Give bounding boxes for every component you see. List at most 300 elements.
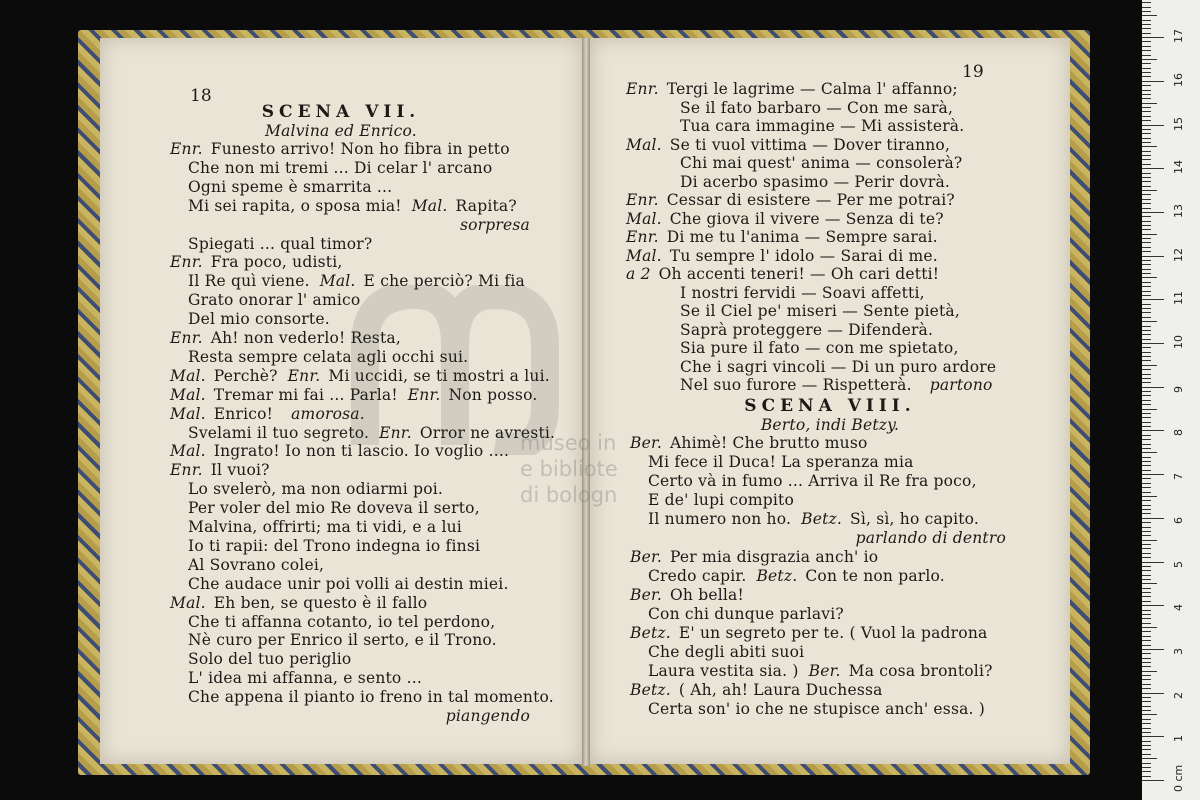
text-line <box>648 662 993 680</box>
ruler-tick <box>1142 422 1151 423</box>
verse-text: Che appena il pianto io freno in tal momento. <box>188 688 554 707</box>
ruler-tick <box>1142 448 1151 449</box>
speaker-name: Mal. <box>411 196 448 215</box>
verse-text: Io ti rapii: del Trono indegna io finsi <box>188 536 481 555</box>
ruler-tick <box>1142 33 1151 34</box>
ruler-tick <box>1142 208 1151 209</box>
text-line <box>188 291 360 309</box>
ruler-tick <box>1142 55 1151 56</box>
text-line <box>626 247 938 265</box>
ruler-tick <box>1142 352 1151 353</box>
ruler-tick <box>1142 238 1151 239</box>
verse-text: Cessar di esistere — Per me potrai? <box>666 191 955 209</box>
ruler-tick <box>1142 714 1157 715</box>
verse-text: Se il Ciel pe' miseri — Sente pietà, <box>680 302 960 320</box>
ruler-tick <box>1142 728 1151 729</box>
ruler-tick <box>1142 203 1151 204</box>
text-line <box>188 178 392 196</box>
speaker-name: Betz. <box>630 624 671 642</box>
ruler-tick <box>1142 168 1164 169</box>
verse-text: Ahimè! Che brutto muso <box>670 434 868 452</box>
verse-text: Oh accenti teneri! — Oh cari detti! <box>658 265 940 283</box>
measuring-ruler <box>1142 0 1200 800</box>
ruler-tick <box>1142 780 1164 781</box>
verse-text: Solo del tuo periglio <box>188 650 352 669</box>
right-page <box>590 38 1070 764</box>
text-line <box>856 529 1006 547</box>
verse-text: I nostri fervidi — Soavi affetti, <box>680 283 925 302</box>
text-line <box>170 405 365 423</box>
ruler-tick <box>1142 155 1151 156</box>
verse-text: Eh ben, se questo è il fallo <box>213 593 428 612</box>
ruler-tick <box>1142 334 1151 335</box>
ruler-tick <box>1142 592 1151 593</box>
verse-text: Oh bella! <box>670 586 744 604</box>
ruler-tick <box>1142 588 1151 589</box>
text-line <box>630 434 868 452</box>
verse-text: Con te non parlo. <box>805 567 945 585</box>
ruler-tick <box>1142 277 1157 278</box>
verse-text: Con chi dunque parlavi? <box>648 605 844 623</box>
verse-text: Il vuoi? <box>210 461 270 480</box>
text-line <box>170 140 510 158</box>
book-spine <box>582 38 590 766</box>
ruler-tick <box>1142 216 1151 217</box>
ruler-tick <box>1142 640 1151 641</box>
ruler-tick <box>1142 37 1164 38</box>
speaker-name: Enr. <box>626 191 659 209</box>
ruler-tick <box>1142 461 1151 462</box>
speaker-name: Enr. <box>626 80 659 98</box>
ruler-tick <box>1142 7 1151 8</box>
ruler-tick <box>1142 133 1151 134</box>
speaker-name: Ber. <box>630 434 662 452</box>
scene-cast: Malvina ed Enrico. <box>265 122 417 140</box>
verse-text: Il Re quì viene. <box>188 272 310 291</box>
verse-text: Ah! non vederlo! Resta, <box>210 329 401 347</box>
speaker-name: Mal. <box>626 135 662 154</box>
text-line <box>188 613 495 631</box>
ruler-tick <box>1142 28 1151 29</box>
ruler-tick <box>1142 745 1151 746</box>
stage-direction: piangendo <box>445 707 530 725</box>
ruler-tick <box>1142 623 1151 624</box>
ruler-tick <box>1142 142 1151 143</box>
speaker-name: Enr. <box>379 423 412 442</box>
verse-text: Funesto arrivo! Non ho fibra in petto <box>210 140 510 158</box>
watermark-text <box>520 430 618 508</box>
verse-text: Mi uccidi, se ti mostri a lui. <box>328 366 550 385</box>
ruler-tick <box>1142 544 1151 545</box>
text-line <box>626 136 950 154</box>
speaker-name: Mal. <box>319 272 356 291</box>
verse-text: Se ti vuol vittima — Dover tiranno, <box>669 135 951 154</box>
verse-text: Che audace unir poi volli ai destin miei. <box>188 574 509 593</box>
ruler-tick <box>1142 763 1151 764</box>
ruler-tick <box>1142 732 1151 733</box>
page-number: 19 <box>962 62 984 82</box>
ruler-tick <box>1142 553 1151 554</box>
ruler-tick <box>1142 2 1151 3</box>
ruler-tick <box>1142 212 1164 213</box>
ruler-number: 14 <box>1172 160 1185 175</box>
ruler-tick <box>1142 46 1151 47</box>
text-line <box>188 499 480 517</box>
ruler-tick <box>1142 159 1151 160</box>
ruler-tick <box>1142 11 1151 12</box>
ruler-tick <box>1142 151 1151 152</box>
ruler-number: 16 <box>1172 72 1185 87</box>
ruler-tick <box>1142 264 1151 265</box>
speaker-name: Betz. <box>630 681 671 699</box>
ruler-tick <box>1142 583 1157 584</box>
text-line <box>626 80 958 98</box>
ruler-tick <box>1142 242 1151 243</box>
verse-text: Che i sagri vincoli — Di un puro ardore <box>680 357 997 376</box>
ruler-tick <box>1142 391 1151 392</box>
text-line <box>630 624 987 642</box>
text-line <box>170 253 343 271</box>
ruler-number: 9 <box>1172 385 1185 393</box>
ruler-tick <box>1142 610 1151 611</box>
ruler-tick <box>1142 234 1157 235</box>
ruler-tick <box>1142 562 1164 563</box>
text-line <box>188 556 324 574</box>
speaker-name: Enr. <box>170 140 203 158</box>
ruler-tick <box>1142 308 1151 309</box>
ruler-tick <box>1142 125 1164 126</box>
ruler-number: 15 <box>1172 116 1185 131</box>
text-line <box>188 631 497 649</box>
speaker-name: Mal. <box>170 442 206 461</box>
ruler-tick <box>1142 575 1151 576</box>
ruler-tick <box>1142 256 1164 257</box>
speaker-name: Enr. <box>626 228 659 246</box>
ruler-tick <box>1142 754 1151 755</box>
ruler-tick <box>1142 540 1157 541</box>
verse-text: E' un segreto per te. ( Vuol la padrona <box>678 624 988 642</box>
ruler-tick <box>1142 400 1151 401</box>
ruler-tick <box>1142 675 1151 676</box>
verse-text: Ma cosa brontoli? <box>848 662 993 680</box>
ruler-tick <box>1142 710 1151 711</box>
text-line <box>188 197 517 215</box>
speaker-name: Mal. <box>626 209 662 228</box>
ruler-tick <box>1142 662 1151 663</box>
ruler-tick <box>1142 605 1164 606</box>
ruler-number: 2 <box>1172 691 1185 699</box>
verse-text: Di acerbo spasimo — Perir dovrà. <box>680 172 951 191</box>
verse-text: E che perciò? Mi fia <box>363 272 525 291</box>
verse-text: Che degli abiti suoi <box>648 643 805 661</box>
speaker-name: Mal. <box>170 366 206 385</box>
ruler-tick <box>1142 378 1151 379</box>
ruler-tick <box>1142 527 1151 528</box>
text-line <box>626 228 938 246</box>
ruler-tick <box>1142 76 1151 77</box>
ruler-tick <box>1142 509 1151 510</box>
text-line <box>680 154 962 172</box>
ruler-tick <box>1142 444 1151 445</box>
verse-text: Tua cara immagine — Mi assisterà. <box>680 117 965 135</box>
ruler-tick <box>1142 164 1151 165</box>
ruler-tick <box>1142 365 1157 366</box>
ruler-tick <box>1142 478 1151 479</box>
ruler-tick <box>1142 299 1164 300</box>
ruler-tick <box>1142 72 1151 73</box>
ruler-tick <box>1142 194 1151 195</box>
ruler-tick <box>1142 116 1151 117</box>
ruler-tick <box>1142 522 1151 523</box>
scene-title: SCENA VII. <box>261 102 421 122</box>
speaker-name: Ber. <box>630 548 662 566</box>
text-line <box>630 681 883 699</box>
ruler-tick <box>1142 614 1151 615</box>
stage-direction: amorosa. <box>291 404 365 423</box>
speaker-name: Enr. <box>170 461 203 480</box>
verse-text: Fra poco, udisti, <box>210 253 343 272</box>
ruler-tick <box>1142 129 1151 130</box>
ruler-tick <box>1142 653 1151 654</box>
ruler-tick <box>1142 312 1151 313</box>
ruler-tick <box>1142 339 1151 340</box>
ruler-tick <box>1142 631 1151 632</box>
verse-text: Nel suo furore — Rispetterà. <box>680 376 912 394</box>
speaker-name: Mal. <box>626 246 662 265</box>
ruler-tick <box>1142 658 1151 659</box>
ruler-tick <box>1142 98 1151 99</box>
ruler-tick <box>1142 505 1151 506</box>
ruler-tick <box>1142 94 1151 95</box>
verse-text: Saprà proteggere — Difenderà. <box>680 320 934 339</box>
ruler-number: 17 <box>1172 29 1185 44</box>
ruler-tick <box>1142 706 1151 707</box>
text-line <box>188 688 554 706</box>
ruler-tick <box>1142 221 1151 222</box>
speaker-name: Enr. <box>407 385 441 404</box>
verse-text: Chi mai quest' anima — consolerà? <box>680 154 963 172</box>
ruler-tick <box>1142 387 1164 388</box>
ruler-tick <box>1142 20 1151 21</box>
ruler-tick <box>1142 395 1151 396</box>
ruler-tick <box>1142 291 1151 292</box>
speaker-name: Betz. <box>756 567 798 585</box>
ruler-tick <box>1142 719 1151 720</box>
text-line <box>188 537 480 555</box>
speaker-name: Ber. <box>630 586 662 604</box>
ruler-tick <box>1142 247 1151 248</box>
verse-text: Spiegati ... qual timor? <box>188 234 373 253</box>
watermark-line: di bologn <box>520 483 618 507</box>
ruler-number: 3 <box>1172 647 1185 655</box>
ruler-tick <box>1142 107 1151 108</box>
ruler-tick <box>1142 413 1151 414</box>
ruler-tick <box>1142 251 1151 252</box>
ruler-tick <box>1142 186 1151 187</box>
ruler-tick <box>1142 369 1151 370</box>
ruler-tick <box>1142 111 1151 112</box>
ruler-tick <box>1142 225 1151 226</box>
ruler-tick <box>1142 273 1151 274</box>
ruler-tick <box>1142 260 1151 261</box>
ruler-tick <box>1142 63 1151 64</box>
ruler-number: 6 <box>1172 516 1185 524</box>
ruler-tick <box>1142 343 1164 344</box>
ruler-tick <box>1142 557 1151 558</box>
verse-text: Certa son' io che ne stupisce anch' essa. ) <box>648 700 986 718</box>
speaker-name: Mal. <box>170 385 206 404</box>
scene-cast: Berto, indi Betzy. <box>760 416 900 434</box>
ruler-tick <box>1142 50 1151 51</box>
ruler-tick <box>1142 452 1157 453</box>
verse-text: Credo capir. <box>648 567 747 585</box>
ruler-tick <box>1142 513 1151 514</box>
ruler-tick <box>1142 701 1151 702</box>
verse-text: Di me tu l'anima — Sempre sarai. <box>666 228 938 246</box>
ruler-tick <box>1142 666 1151 667</box>
ruler-tick <box>1142 693 1164 694</box>
ruler-tick <box>1142 426 1151 427</box>
ruler-unit-label: 0 cm <box>1172 764 1185 792</box>
verse-text: Non posso. <box>448 385 538 404</box>
ruler-tick <box>1142 81 1164 82</box>
ruler-tick <box>1142 409 1157 410</box>
ruler-tick <box>1142 103 1157 104</box>
verse-text: Rapita? <box>455 196 517 215</box>
speaker-name: a 2 <box>626 265 651 283</box>
ruler-tick <box>1142 304 1151 305</box>
ruler-tick <box>1142 295 1151 296</box>
text-line <box>170 594 427 612</box>
ruler-tick <box>1142 518 1164 519</box>
verse-text: Ogni speme è smarrita ... <box>188 177 393 196</box>
ruler-tick <box>1142 85 1151 86</box>
speaker-name: Mal. <box>170 593 206 612</box>
text-line <box>648 491 794 509</box>
ruler-tick <box>1142 736 1164 737</box>
ruler-tick <box>1142 500 1151 501</box>
text-line <box>648 510 979 528</box>
ruler-tick <box>1142 596 1151 597</box>
verse-text: Grato onorar l' amico <box>188 291 361 310</box>
verse-text: Che giova il vivere — Senza di te? <box>669 209 944 228</box>
ruler-tick <box>1142 317 1151 318</box>
text-line <box>188 480 443 498</box>
text-line <box>680 117 964 135</box>
ruler-tick <box>1142 749 1151 750</box>
verse-text: Tremar mi fai ... Parla! <box>213 385 398 404</box>
text-line <box>188 518 462 536</box>
verse-text: E de' lupi compito <box>648 491 795 509</box>
speaker-name: Enr. <box>170 253 203 272</box>
ruler-number: 8 <box>1172 429 1185 437</box>
watermark-line: e bibliote <box>520 457 618 481</box>
ruler-tick <box>1142 321 1157 322</box>
speaker-name: Enr. <box>170 329 203 347</box>
ruler-tick <box>1142 190 1157 191</box>
ruler-tick <box>1142 758 1157 759</box>
ruler-tick <box>1142 15 1157 16</box>
text-line <box>648 605 844 623</box>
verse-text: Perchè? <box>213 366 278 385</box>
ruler-tick <box>1142 566 1151 567</box>
speaker-name: Enr. <box>287 366 321 385</box>
ruler-tick <box>1142 68 1151 69</box>
verse-text: Ingrato! Io non ti lascio. Io voglio .... <box>213 442 510 461</box>
ruler-number: 5 <box>1172 560 1185 568</box>
ruler-tick <box>1142 269 1151 270</box>
ruler-tick <box>1142 360 1151 361</box>
verse-text: Nè curo per Enrico il serto, e il Trono. <box>188 631 497 650</box>
verse-text: Lo svelerò, ma non odiarmi poi. <box>188 480 444 499</box>
text-line <box>630 548 878 566</box>
ruler-tick <box>1142 41 1151 42</box>
text-line <box>188 310 330 328</box>
text-line <box>626 265 939 283</box>
text-line <box>188 575 509 593</box>
text-line <box>680 376 993 394</box>
verse-text: Orror ne avresti. <box>419 423 556 442</box>
text-line <box>446 707 530 725</box>
verse-text: Certo và in fumo ... Arriva il Re fra poco, <box>648 472 977 490</box>
verse-text: Malvina, offrirti; ma ti vidi, e a lui <box>188 518 462 536</box>
ruler-tick <box>1142 618 1151 619</box>
verse-text: Che non mi tremi ... Di celar l' arcano <box>188 158 493 177</box>
text-line <box>188 159 492 177</box>
text-line <box>460 216 530 234</box>
verse-text: Al Sovrano colei, <box>188 555 325 574</box>
text-line <box>648 643 804 661</box>
text-line <box>630 586 744 604</box>
verse-text: Tu sempre l' idolo — Sarai di me. <box>669 246 938 265</box>
verse-text: Per voler del mio Re doveva il serto, <box>188 499 480 518</box>
verse-text: Il numero non ho. <box>648 510 792 528</box>
ruler-tick <box>1142 382 1151 383</box>
ruler-tick <box>1142 120 1151 121</box>
ruler-tick <box>1142 636 1151 637</box>
text-line <box>648 567 945 585</box>
ruler-tick <box>1142 465 1151 466</box>
verse-text: Mi sei rapita, o sposa mia! <box>188 196 402 215</box>
ruler-tick <box>1142 671 1157 672</box>
ruler-tick <box>1142 649 1164 650</box>
ruler-tick <box>1142 601 1151 602</box>
text-line <box>648 472 977 490</box>
ruler-tick <box>1142 439 1151 440</box>
verse-text: Resta sempre celata agli occhi sui. <box>188 347 469 366</box>
verse-text: Tergi le lagrime — Calma l' affanno; <box>666 80 958 98</box>
ruler-tick <box>1142 430 1164 431</box>
text-line <box>170 461 270 479</box>
ruler-tick <box>1142 173 1151 174</box>
ruler-tick <box>1142 181 1151 182</box>
page-number: 18 <box>190 86 212 106</box>
text-line <box>680 339 959 357</box>
ruler-number: 11 <box>1172 291 1185 306</box>
ruler-tick <box>1142 330 1151 331</box>
watermark-line: museo in <box>520 431 617 455</box>
ruler-tick <box>1142 417 1151 418</box>
verse-text: Laura vestita sia. ) <box>648 662 799 680</box>
text-line <box>188 235 372 253</box>
stage-direction: partono <box>929 376 993 394</box>
speaker-name: Betz. <box>801 510 842 528</box>
ruler-tick <box>1142 326 1151 327</box>
ruler-tick <box>1142 684 1151 685</box>
verse-text: ( Ah, ah! Laura Duchessa <box>678 681 883 699</box>
ruler-tick <box>1142 347 1151 348</box>
verse-text: Che ti affanna cotanto, io tel perdono, <box>188 612 496 631</box>
